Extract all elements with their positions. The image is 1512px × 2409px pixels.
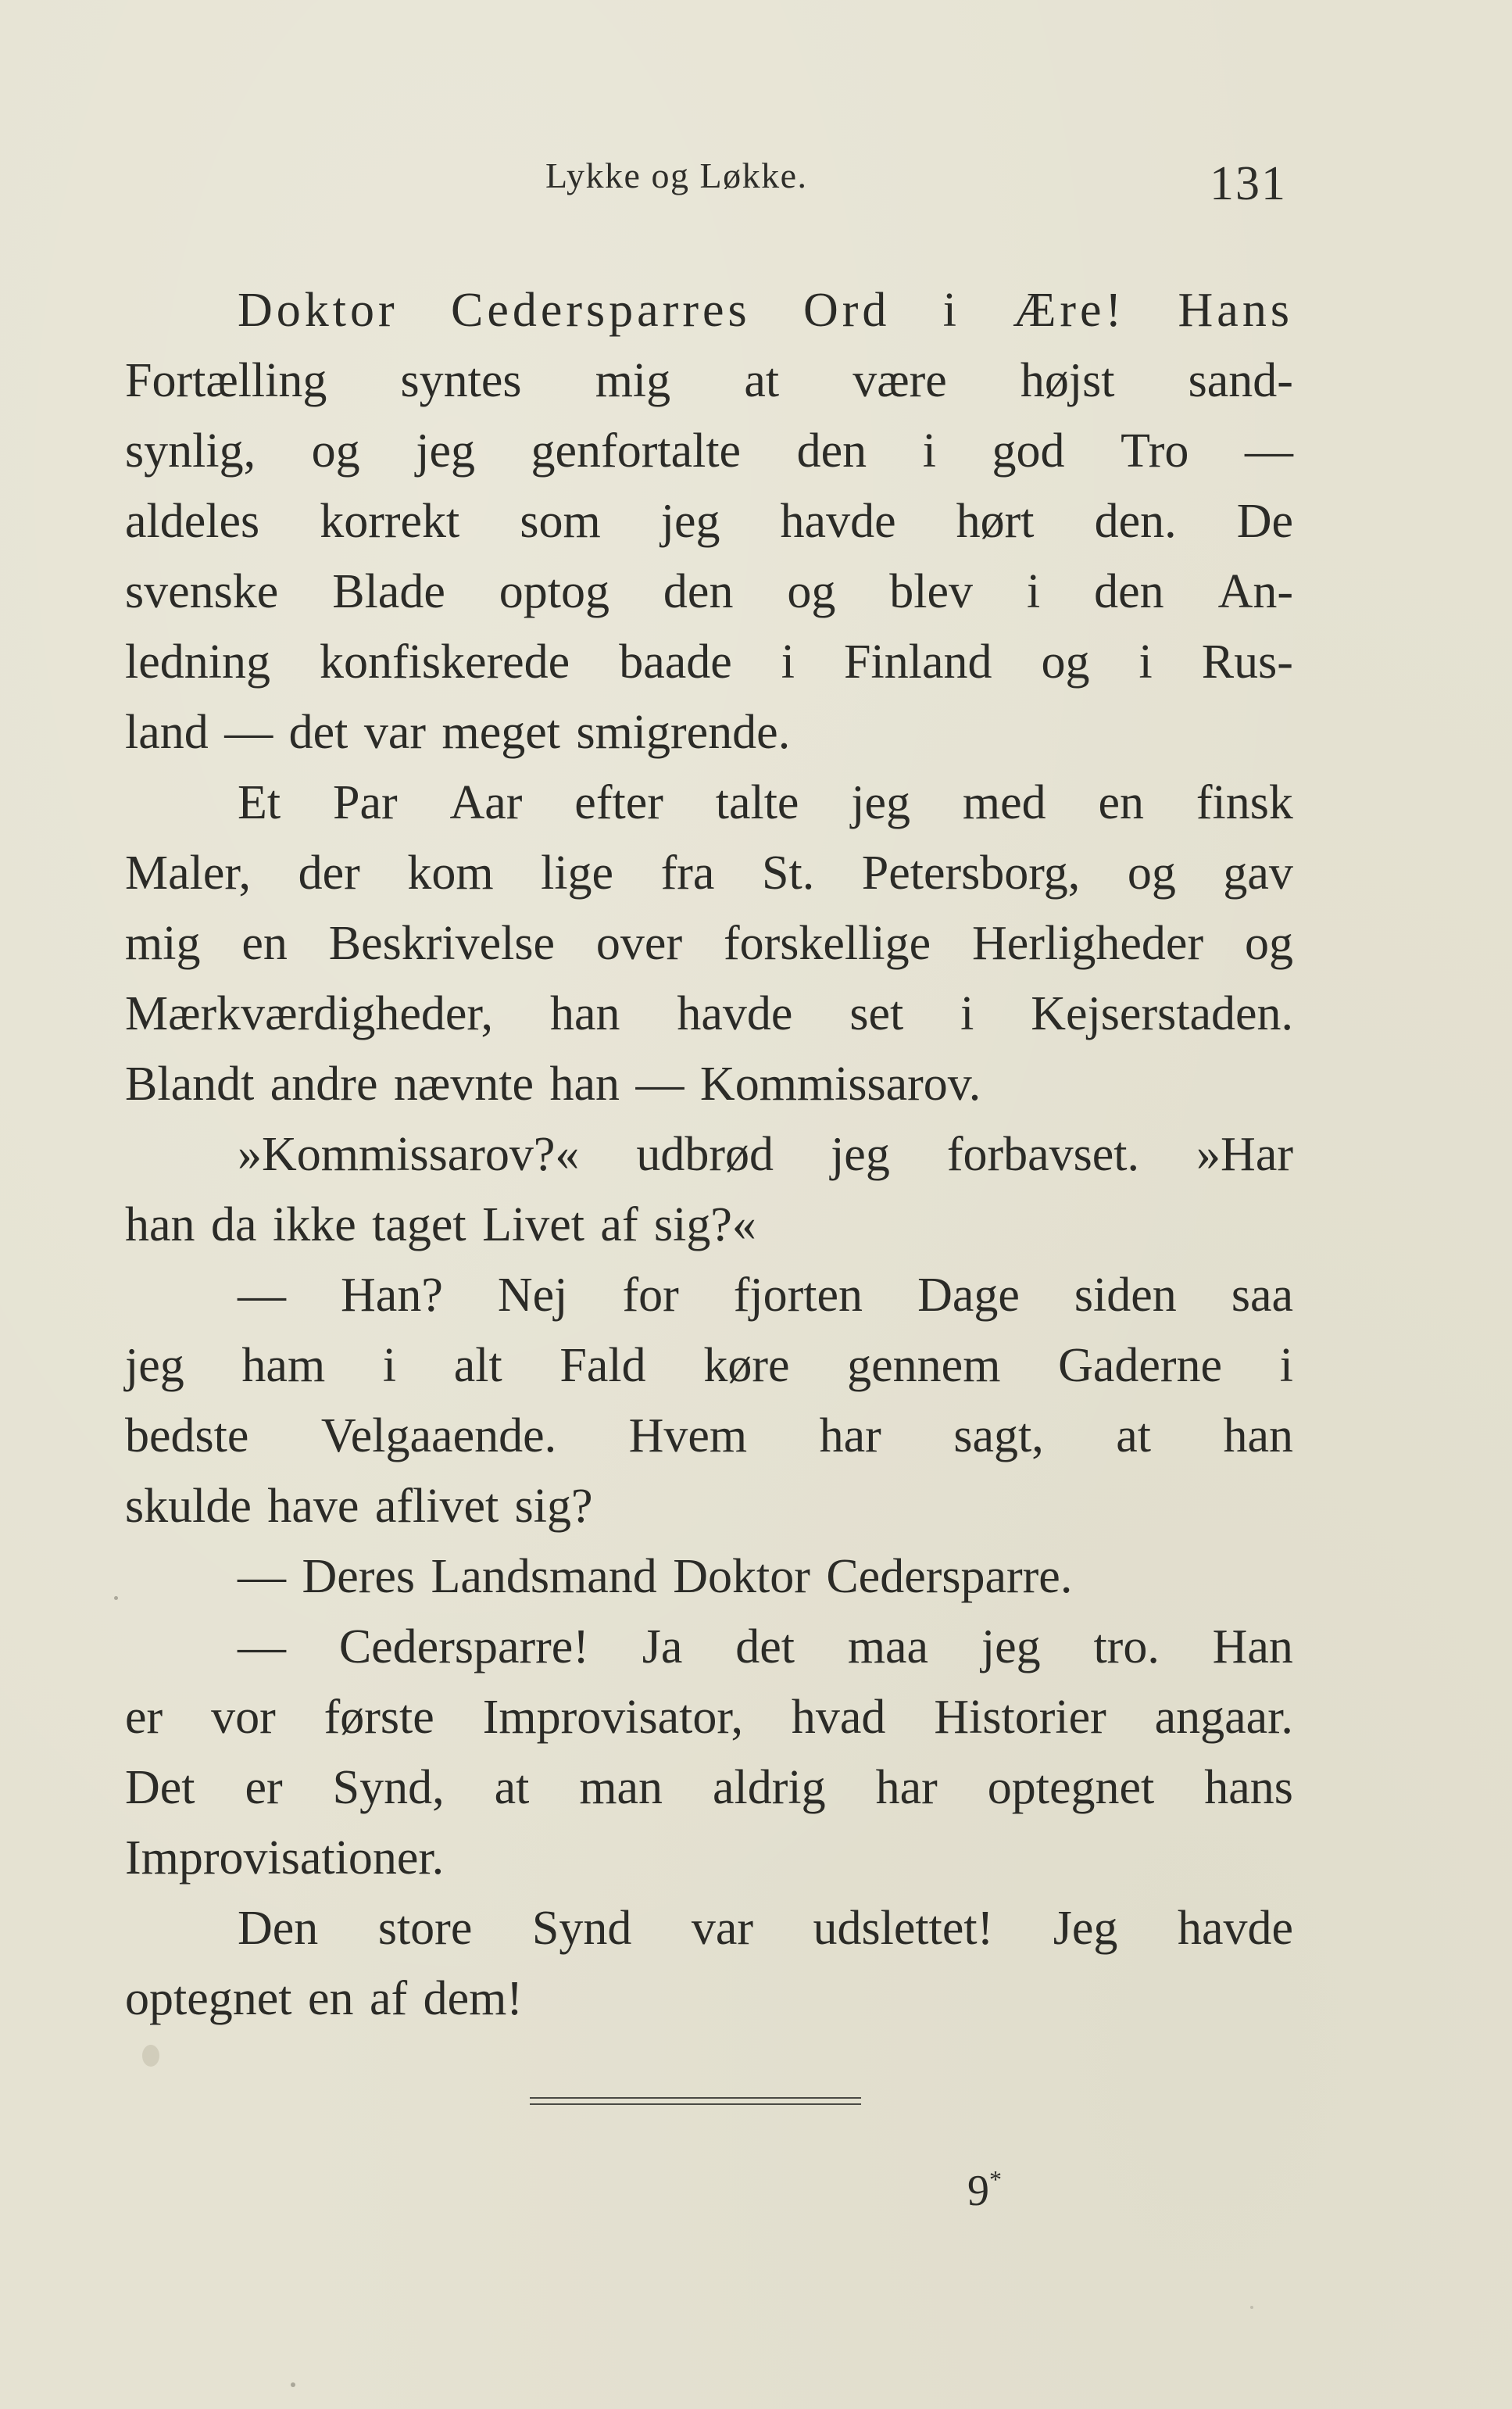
word: —	[1244, 424, 1293, 478]
word: han	[549, 987, 620, 1040]
word: i	[781, 635, 795, 689]
word: ham	[241, 1339, 326, 1392]
word: gennem	[847, 1339, 1001, 1392]
word: baade	[619, 635, 732, 689]
word: Ord	[802, 284, 891, 337]
word: Fald	[559, 1339, 646, 1392]
word: —	[635, 1058, 685, 1111]
word: sagt,	[953, 1409, 1044, 1462]
word: af	[600, 1198, 638, 1251]
word: jeg	[831, 1128, 890, 1181]
word: Han?	[341, 1269, 443, 1322]
signature-asterisk: *	[989, 2165, 1002, 2193]
word: ikke	[272, 1198, 356, 1251]
word: St.	[762, 847, 815, 900]
word: er	[245, 1761, 283, 1814]
paper-speck	[142, 2045, 159, 2067]
word: Kommissarov.	[699, 1058, 981, 1111]
word: Historier	[934, 1691, 1106, 1744]
word: at	[744, 354, 780, 407]
word: havde	[780, 495, 896, 548]
word: vor	[211, 1691, 276, 1744]
word: og	[1244, 917, 1293, 970]
word: som	[520, 495, 601, 548]
word: siden	[1074, 1269, 1177, 1322]
word: Beskrivelse	[328, 917, 556, 970]
word: for	[622, 1269, 679, 1322]
word: Finland	[844, 635, 992, 689]
word: sig?	[514, 1480, 593, 1533]
word: Cedersparres	[450, 284, 751, 337]
word: det	[735, 1620, 795, 1673]
word: Doktor	[238, 284, 399, 337]
word: Rus-	[1201, 635, 1293, 689]
word: blev	[889, 565, 974, 618]
word: er	[125, 1691, 163, 1744]
word: synlig,	[125, 424, 256, 478]
word: udslettet!	[813, 1902, 994, 1955]
word: aldeles	[125, 495, 260, 548]
word: store	[377, 1902, 473, 1955]
word: fjorten	[733, 1269, 863, 1322]
word: Doktor	[673, 1550, 810, 1603]
text-line	[125, 1682, 1293, 1752]
word: Improvisationer.	[125, 1831, 445, 1885]
word: der	[298, 847, 360, 900]
word: Han	[1212, 1620, 1293, 1673]
word: i	[1026, 565, 1041, 618]
word: —	[238, 1269, 286, 1322]
word: taget	[372, 1198, 466, 1251]
word: højst	[1020, 354, 1115, 407]
word: aldrig	[713, 1761, 826, 1814]
word: og	[1127, 847, 1176, 900]
text-line	[125, 1260, 1293, 1330]
word: i	[942, 284, 960, 337]
word: saa	[1231, 1269, 1293, 1322]
word: har	[875, 1761, 938, 1814]
text-line	[125, 1471, 1293, 1541]
word: være	[853, 354, 947, 407]
word: Blade	[332, 565, 445, 618]
word: lige	[541, 847, 614, 900]
word: hvad	[791, 1691, 886, 1744]
text-line	[125, 627, 1293, 697]
word: han	[125, 1198, 195, 1251]
word: med	[962, 776, 1046, 829]
word: forskellige	[723, 917, 931, 970]
word: Gaderne	[1058, 1339, 1223, 1392]
word: han	[549, 1058, 620, 1111]
word: den	[1094, 565, 1164, 618]
text-line	[125, 1752, 1293, 1823]
word: Improvisator,	[482, 1691, 743, 1744]
word: jeg	[660, 495, 720, 548]
word: havde	[1177, 1902, 1293, 1955]
word: og	[787, 565, 836, 618]
word: —	[238, 1620, 286, 1673]
word: god	[992, 424, 1065, 478]
word: —	[224, 706, 273, 759]
word: Petersborg,	[861, 847, 1081, 900]
word: gav	[1223, 847, 1293, 900]
word: jeg	[851, 776, 911, 829]
word: en	[1098, 776, 1145, 829]
word: Den	[238, 1902, 319, 1955]
word: set	[849, 987, 904, 1040]
word: køre	[703, 1339, 790, 1392]
word: nævnte	[393, 1058, 534, 1111]
word: det	[288, 706, 349, 759]
text-line	[125, 908, 1293, 979]
word: korrekt	[320, 495, 460, 548]
word: af	[369, 1972, 408, 2025]
word: Landsmand	[431, 1550, 657, 1603]
word: »Kommissarov?«	[238, 1128, 580, 1181]
word: Blandt	[125, 1058, 255, 1111]
word: Fortælling	[125, 354, 327, 407]
text-line	[125, 1963, 1293, 2034]
text-line	[125, 697, 1293, 768]
word: Livet	[482, 1198, 584, 1251]
word: have	[267, 1480, 359, 1533]
word: An-	[1217, 565, 1293, 618]
word: bedste	[125, 1409, 249, 1462]
word: Par	[332, 776, 398, 829]
text-line	[125, 838, 1293, 908]
word: Det	[125, 1761, 195, 1814]
word: Herligheder	[972, 917, 1204, 970]
word: De	[1236, 495, 1293, 548]
word: udbrød	[636, 1128, 774, 1181]
running-title: Lykke og Løkke.	[545, 156, 808, 195]
word: sig?«	[654, 1198, 756, 1251]
word: var	[363, 706, 427, 759]
word: efter	[574, 776, 663, 829]
word: smigrende.	[576, 706, 791, 759]
word: konfiskerede	[320, 635, 570, 689]
word: den	[796, 424, 867, 478]
word: i	[922, 424, 936, 478]
paper-speck	[1250, 2306, 1253, 2309]
word: jeg	[416, 424, 475, 478]
word: optegnet	[125, 1972, 292, 2025]
text-line	[125, 768, 1293, 838]
word: kom	[407, 847, 494, 900]
word: jeg	[981, 1620, 1041, 1673]
word: —	[238, 1550, 286, 1603]
word: Ære!	[1013, 284, 1126, 337]
text-line	[125, 1823, 1293, 1893]
word: talte	[715, 776, 799, 829]
word: »Har	[1196, 1128, 1293, 1181]
word: meget	[441, 706, 560, 759]
word: Aar	[449, 776, 523, 829]
word: en	[241, 917, 288, 970]
word: første	[323, 1691, 434, 1744]
word: hørt	[956, 495, 1035, 548]
word: var	[691, 1902, 754, 1955]
word: Synd	[531, 1902, 632, 1955]
word: syntes	[400, 354, 522, 407]
text-line	[125, 1893, 1293, 1963]
word: mig	[595, 354, 671, 407]
word: Hans	[1178, 284, 1293, 337]
signature-mark	[967, 2165, 1002, 2216]
text-line	[125, 1330, 1293, 1401]
word: Hvem	[628, 1409, 748, 1462]
word: den	[663, 565, 734, 618]
word: Deres	[302, 1550, 416, 1603]
text-line	[125, 1049, 1293, 1119]
text-line	[125, 979, 1293, 1049]
word: aflivet	[374, 1480, 499, 1533]
word: Maler,	[125, 847, 252, 900]
text-line	[125, 1190, 1293, 1260]
word: svenske	[125, 565, 279, 618]
word: at	[494, 1761, 530, 1814]
word: finsk	[1196, 776, 1293, 829]
text-line	[125, 1401, 1293, 1471]
word: i	[1279, 1339, 1293, 1392]
word: optog	[499, 565, 609, 618]
word: da	[210, 1198, 257, 1251]
word: skulde	[125, 1480, 252, 1533]
word: dem!	[423, 1972, 523, 2025]
paper-speck	[291, 2382, 295, 2387]
word: i	[1138, 635, 1153, 689]
word: Mærkværdigheder,	[125, 987, 494, 1040]
word: og	[311, 424, 360, 478]
word: alt	[453, 1339, 502, 1392]
word: Velgaaende.	[320, 1409, 557, 1462]
text-line	[125, 416, 1293, 486]
word: den.	[1094, 495, 1177, 548]
text-line	[125, 557, 1293, 627]
word: ledning	[125, 635, 270, 689]
text-line	[125, 1612, 1293, 1682]
word: jeg	[125, 1339, 184, 1392]
word: Cedersparre.	[826, 1550, 1073, 1603]
signature-number: 9	[967, 2167, 989, 2215]
word: at	[1116, 1409, 1151, 1462]
text-line	[125, 275, 1293, 345]
word: over	[595, 917, 683, 970]
word: optegnet	[987, 1761, 1155, 1814]
word: en	[307, 1972, 354, 2025]
word: sand-	[1188, 354, 1293, 407]
text-line	[125, 1119, 1293, 1190]
word: mig	[125, 917, 201, 970]
text-line	[125, 486, 1293, 557]
word: han	[1223, 1409, 1293, 1462]
end-rule	[530, 2097, 861, 2105]
word: Kejserstaden.	[1031, 987, 1293, 1040]
word: Cedersparre!	[338, 1620, 589, 1673]
word: hans	[1204, 1761, 1293, 1814]
word: tro.	[1093, 1620, 1160, 1673]
word: angaar.	[1154, 1691, 1293, 1744]
word: og	[1041, 635, 1090, 689]
word: Tro	[1121, 424, 1189, 478]
word: havde	[677, 987, 793, 1040]
word: man	[579, 1761, 663, 1814]
text-line	[125, 1541, 1293, 1612]
word: forbavset.	[946, 1128, 1140, 1181]
word: maa	[847, 1620, 929, 1673]
text-line	[125, 345, 1293, 416]
body-text	[125, 275, 1293, 2034]
word: Dage	[917, 1269, 1020, 1322]
word: Nej	[497, 1269, 568, 1322]
word: Jeg	[1053, 1902, 1118, 1955]
word: Et	[238, 776, 281, 829]
word: Ja	[642, 1620, 683, 1673]
word: land	[125, 706, 209, 759]
word: andre	[270, 1058, 378, 1111]
word: fra	[660, 847, 715, 900]
page-number: 131	[1210, 157, 1287, 210]
word: i	[382, 1339, 397, 1392]
paper-speck	[114, 1596, 118, 1600]
word: Synd,	[332, 1761, 445, 1814]
word: har	[819, 1409, 881, 1462]
word: i	[960, 987, 974, 1040]
word: genfortalte	[531, 424, 742, 478]
